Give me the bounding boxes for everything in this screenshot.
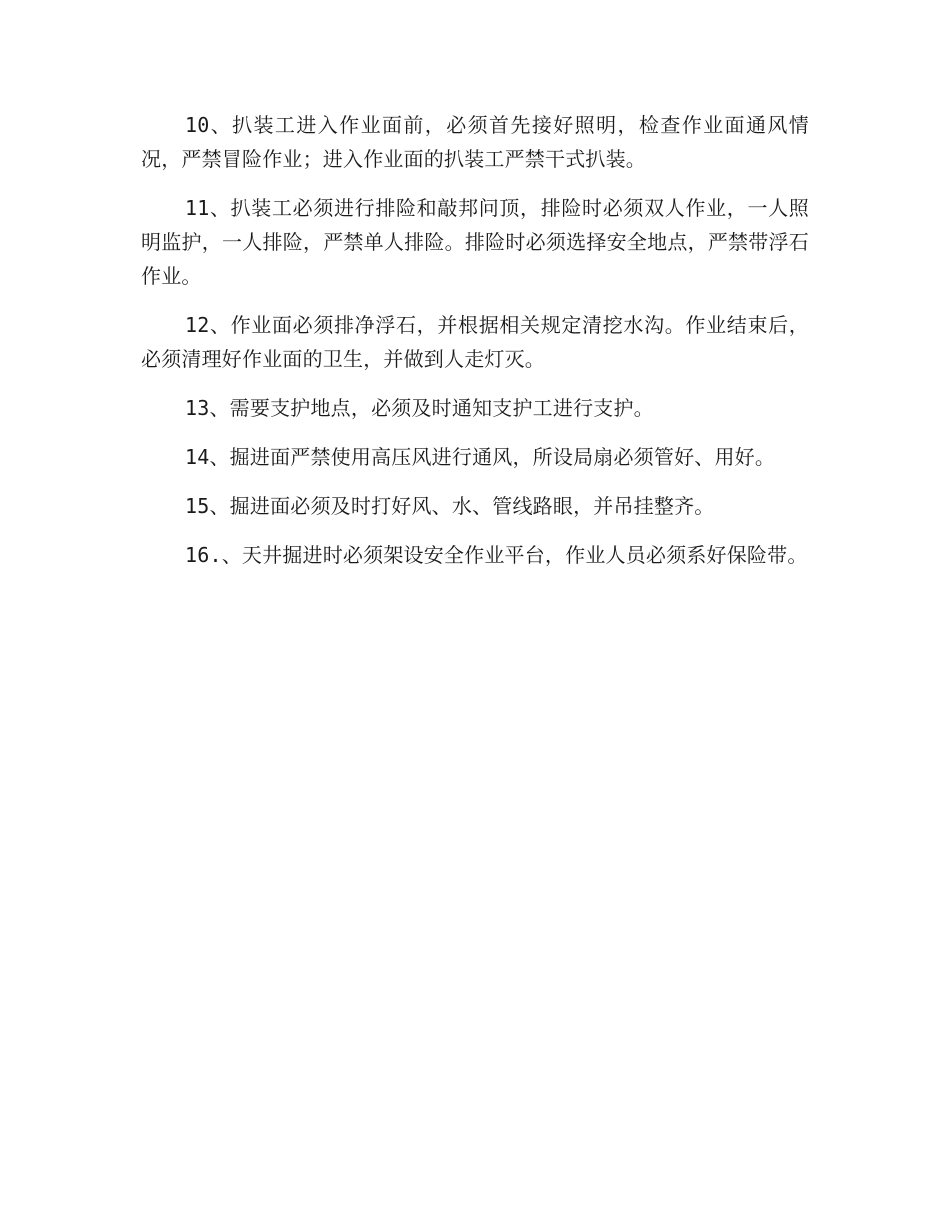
paragraph-16: 16.、天井掘进时必须架设安全作业平台，作业人员必须系好保险带。 — [185, 543, 808, 567]
paragraph-12: 12、作业面必须排净浮石，并根据相关规定清挖水沟。作业结束后，必须清理好作业面的卫生，并做到人走灯灭。 — [141, 313, 809, 371]
document-body — [141, 108, 809, 587]
paragraph-10: 10、扒装工进入作业面前，必须首先接好照明，检查作业面通风情况，严禁冒险作业；进入作业面的扒装工严禁干式扒装。 — [141, 113, 809, 171]
paragraph-11: 11、扒装工必须进行排险和敲邦问顶，排险时必须双人作业，一人照明监护，一人排险，严禁单人排险。排险时必须选择安全地点，严禁带浮石作业。 — [141, 196, 809, 288]
paragraph-13: 13、需要支护地点，必须及时通知支护工进行支护。 — [185, 396, 654, 420]
paragraph-15: 15、掘进面必须及时打好风、水、管线路眼，并吊挂整齐。 — [185, 494, 715, 518]
paragraph-14: 14、掘进面严禁使用高压风进行通风，所设局扇必须管好、用好。 — [185, 445, 776, 469]
